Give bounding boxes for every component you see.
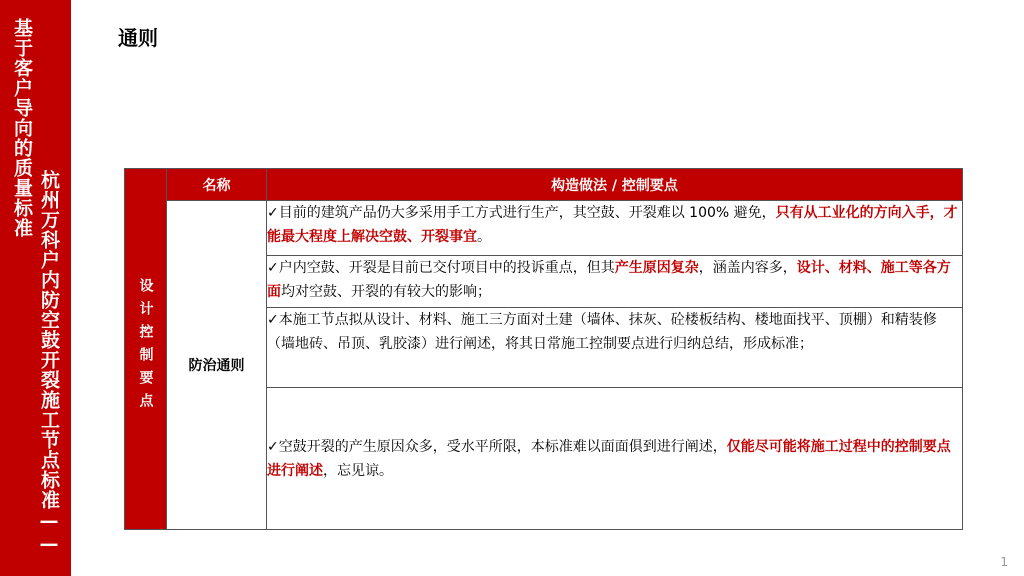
body-text: ✓空鼓开裂的产生原因众多，受水平所限，本标准难以面面俱到进行阐述，: [267, 438, 727, 455]
header-name: 名称: [167, 169, 267, 201]
bullet-2: [267, 256, 963, 308]
side-banner: [0, 0, 71, 576]
header-method: 构造做法 / 控制要点: [267, 169, 963, 201]
body-text: ，忘见谅。: [323, 462, 393, 479]
table-row: [125, 201, 963, 256]
standards-table: [124, 168, 963, 530]
category-side-cell: [125, 169, 167, 530]
highlight-text: 产生原因复杂: [614, 260, 699, 276]
table-header-row: [125, 169, 963, 201]
sidebar-title-line2: 杭州万科户内防空鼓开裂施工节点标准——: [38, 170, 60, 556]
page-number: 1: [1000, 555, 1008, 569]
body-text: ✓户内空鼓、开裂是目前已交付项目中的投诉重点，但其: [267, 260, 615, 276]
body-text: 均对空鼓、开裂的有较大的影响；: [281, 284, 491, 300]
row-name-cell: 防治通则: [167, 201, 267, 530]
body-text: 。: [477, 229, 491, 245]
bullet-3: [267, 308, 963, 388]
page-title: 通则: [118, 26, 158, 50]
bullet-1: [267, 201, 963, 256]
highlight-text: 设计、材料、施工等各方面: [267, 260, 951, 300]
category-label: 设计控制要点: [137, 278, 154, 416]
body-text: ✓本施工节点拟从设计、材料、施工三方面对土建（墙体、抹灰、砼楼板结构、楼地面找平、顶棚）和精装修（墙地砖、吊顶、乳胶漆）进行阐述，将其日常施工控制要点进行归纳总结，形成标准；: [267, 312, 937, 352]
highlight-text: 只有从工业化的方向入手，才能最大程度上解决空鼓、开裂事宜: [267, 205, 958, 245]
highlight-text: 仅能尽可能将施工过程中的控制要点进行阐述: [267, 438, 951, 479]
bullet-4: [267, 388, 963, 530]
body-text: ✓目前的建筑产品仍大多采用手工方式进行生产，其空鼓、开裂难以 100% 避免，: [267, 205, 776, 221]
body-text: ，涵盖内容多，: [698, 260, 797, 276]
sidebar-title-line1: 基于客户导向的质量标准: [11, 18, 33, 238]
